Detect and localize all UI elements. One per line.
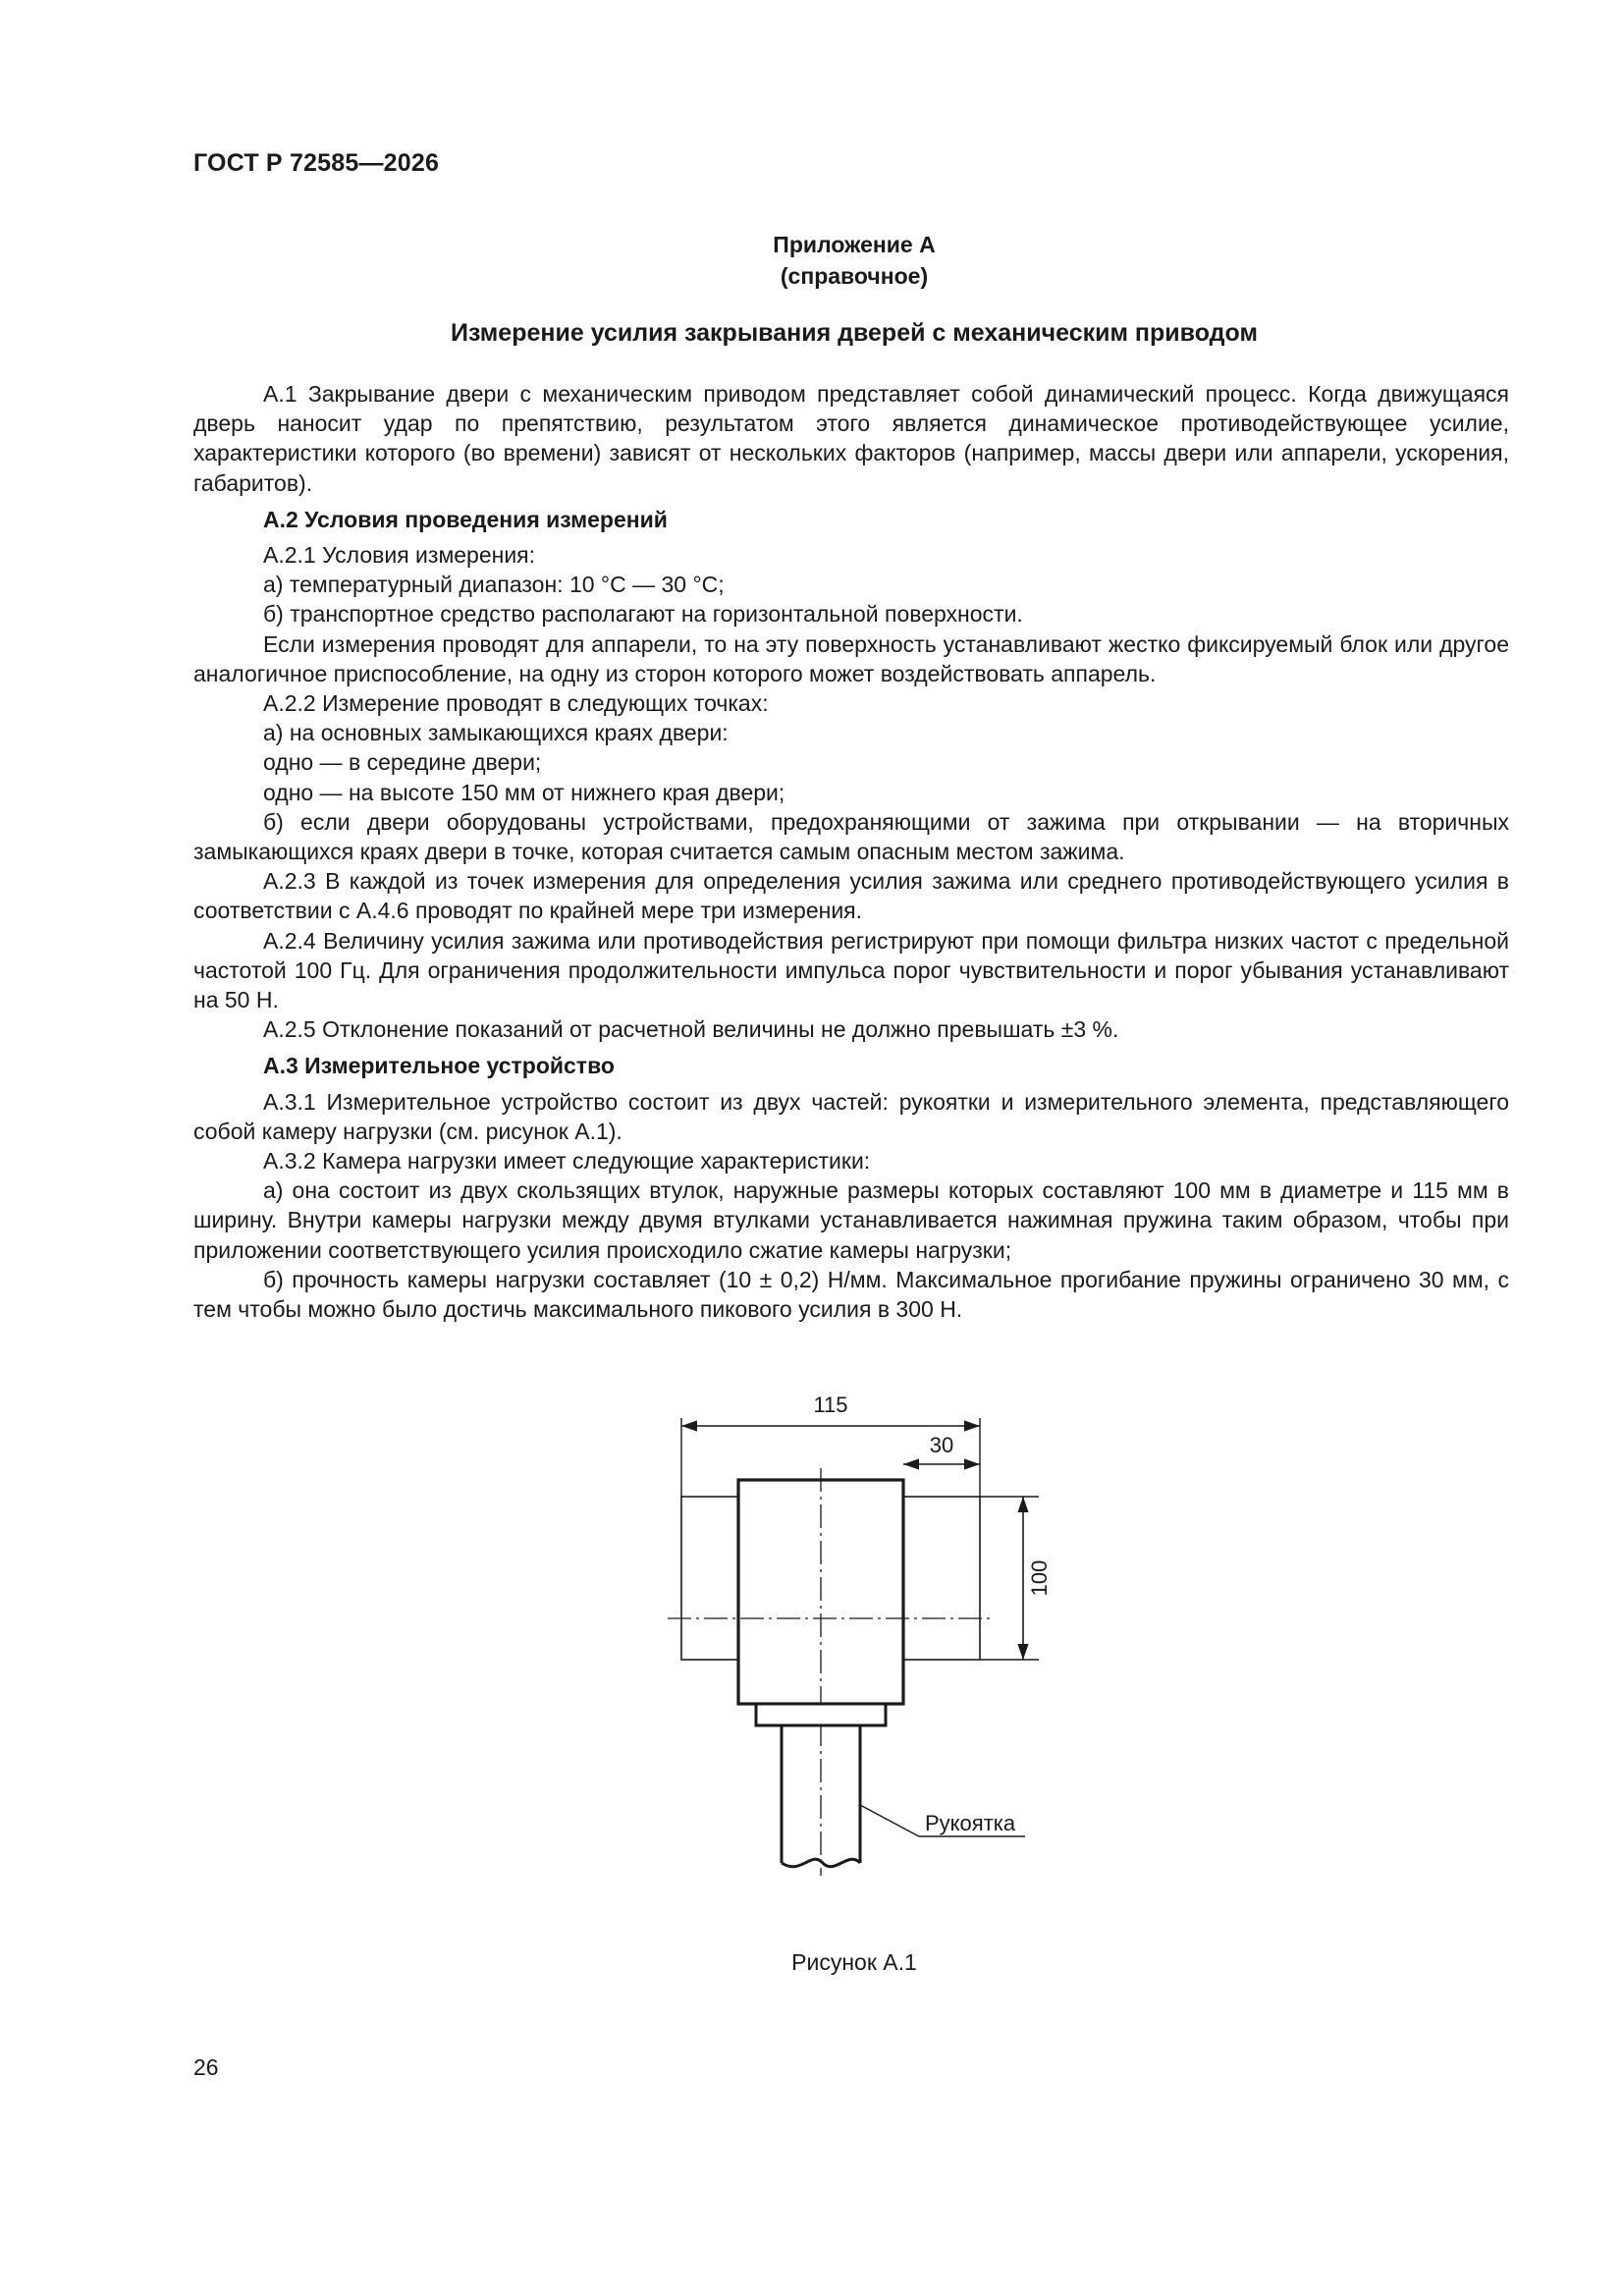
annex-status: (справочное) [780,263,929,289]
paragraph-a22: А.2.2 Измерение проводят в следующих точках: [263,690,769,717]
paragraph-a25: А.2.5 Отклонение показаний от расчетной величины не должно превышать ±3 %. [263,1016,1119,1043]
dim-115-label: 115 [813,1393,848,1417]
paragraph-a21: А.2.1 Условия измерения: [263,542,536,569]
heading-a3: А.3 Измерительное устройство [263,1053,615,1079]
paragraph-a32b: б) прочность камеры нагрузки составляет (10 ± 0,2) Н/мм. Максимальное прогибание пружины ограничено 30 мм, с тем чтобы можно было достичь максимального пикового усилия в 300 Н. [193,1266,1509,1323]
paragraph-a1: А.1 Закрывание двери с механическим приводом представляет собой динамический процесс. Когда движущаяся дверь наносит удар по препятствию, результатом этого является динамическое противодействующее усилие, характеристики которого (во времени) зависят от нескольких факторов (например, массы двери или аппарели, ускорения, габаритов). [193,381,1509,496]
paragraph-a24: А.2.4 Величину усилия зажима или противодействия регистрируют при помощи фильтра низких частот с предельной частотой 100 Гц. Для ограничения продолжительности импульса порог чувствительности и порог убывания устанавливают на 50 Н. [193,927,1509,1013]
paragraph-a21c: Если измерения проводят для аппарели, то на эту поверхность устанавливают жестко фиксируемый блок или другое аналогичное приспособление, на одну из сторон которого может воздействовать аппарель. [193,630,1509,686]
dim-30-label: 30 [929,1433,954,1457]
annex-heading [0,229,1623,292]
document-body [193,379,1509,1324]
paragraph-a22b: б) если двери оборудованы устройствами, предохраняющими от зажима при открывании — на вторичных замыкающихся краях двери в точке, которая считается самым опасным местом зажима. [193,808,1509,865]
paragraph-a22a2: одно — на высоте 150 мм от нижнего края двери; [263,779,785,805]
annex-title: Приложение А [773,232,936,257]
paragraph-a22a: а) на основных замыкающихся краях двери: [263,720,729,746]
paragraph-a32: А.3.2 Камера нагрузки имеет следующие характеристики: [263,1148,871,1175]
section-title: Измерение усилия закрывания дверей с механическим приводом [451,319,1258,347]
handle-leader [860,1805,919,1836]
flange [756,1704,886,1725]
paragraph-a32a: а) она состоит из двух скользящих втулок, наружные размеры которых составляют 100 мм в диаметре и 115 мм в ширину. Внутри камеры нагрузки между двумя втулками устанавливается нажимная пружина таким образом, чтобы при приложении соответствующего усилия происходило сжатие камеры нагрузки; [193,1177,1509,1263]
paragraph-a31: А.3.1 Измерительное устройство состоит из двух частей: рукоятки и измерительного элемента, представляющего собой камеру нагрузки (см. рисунок А.1). [193,1088,1509,1144]
load-cell-drawing [648,1375,1060,1925]
figure-caption: Рисунок А.1 [791,1949,917,1975]
dim-100-label: 100 [1027,1559,1052,1597]
paragraph-a23: А.2.3 В каждой из точек измерения для определения усилия зажима или среднего противодействующего усилия в соответствии с А.4.6 проводят по крайней мере три измерения. [193,868,1509,924]
standard-id: ГОСТ Р 72585—2026 [193,149,440,177]
paragraph-a21b: б) транспортное средство располагают на горизонтальной поверхности. [263,601,1023,628]
handle-label: Рукоятка [925,1811,1016,1835]
paragraph-a21a: а) температурный диапазон: 10 °С — 30 °С; [263,572,725,598]
paragraph-a22a1: одно — в середине двери; [263,749,542,776]
page-number: 26 [193,2054,219,2080]
heading-a2: А.2 Условия проведения измерений [263,506,668,532]
